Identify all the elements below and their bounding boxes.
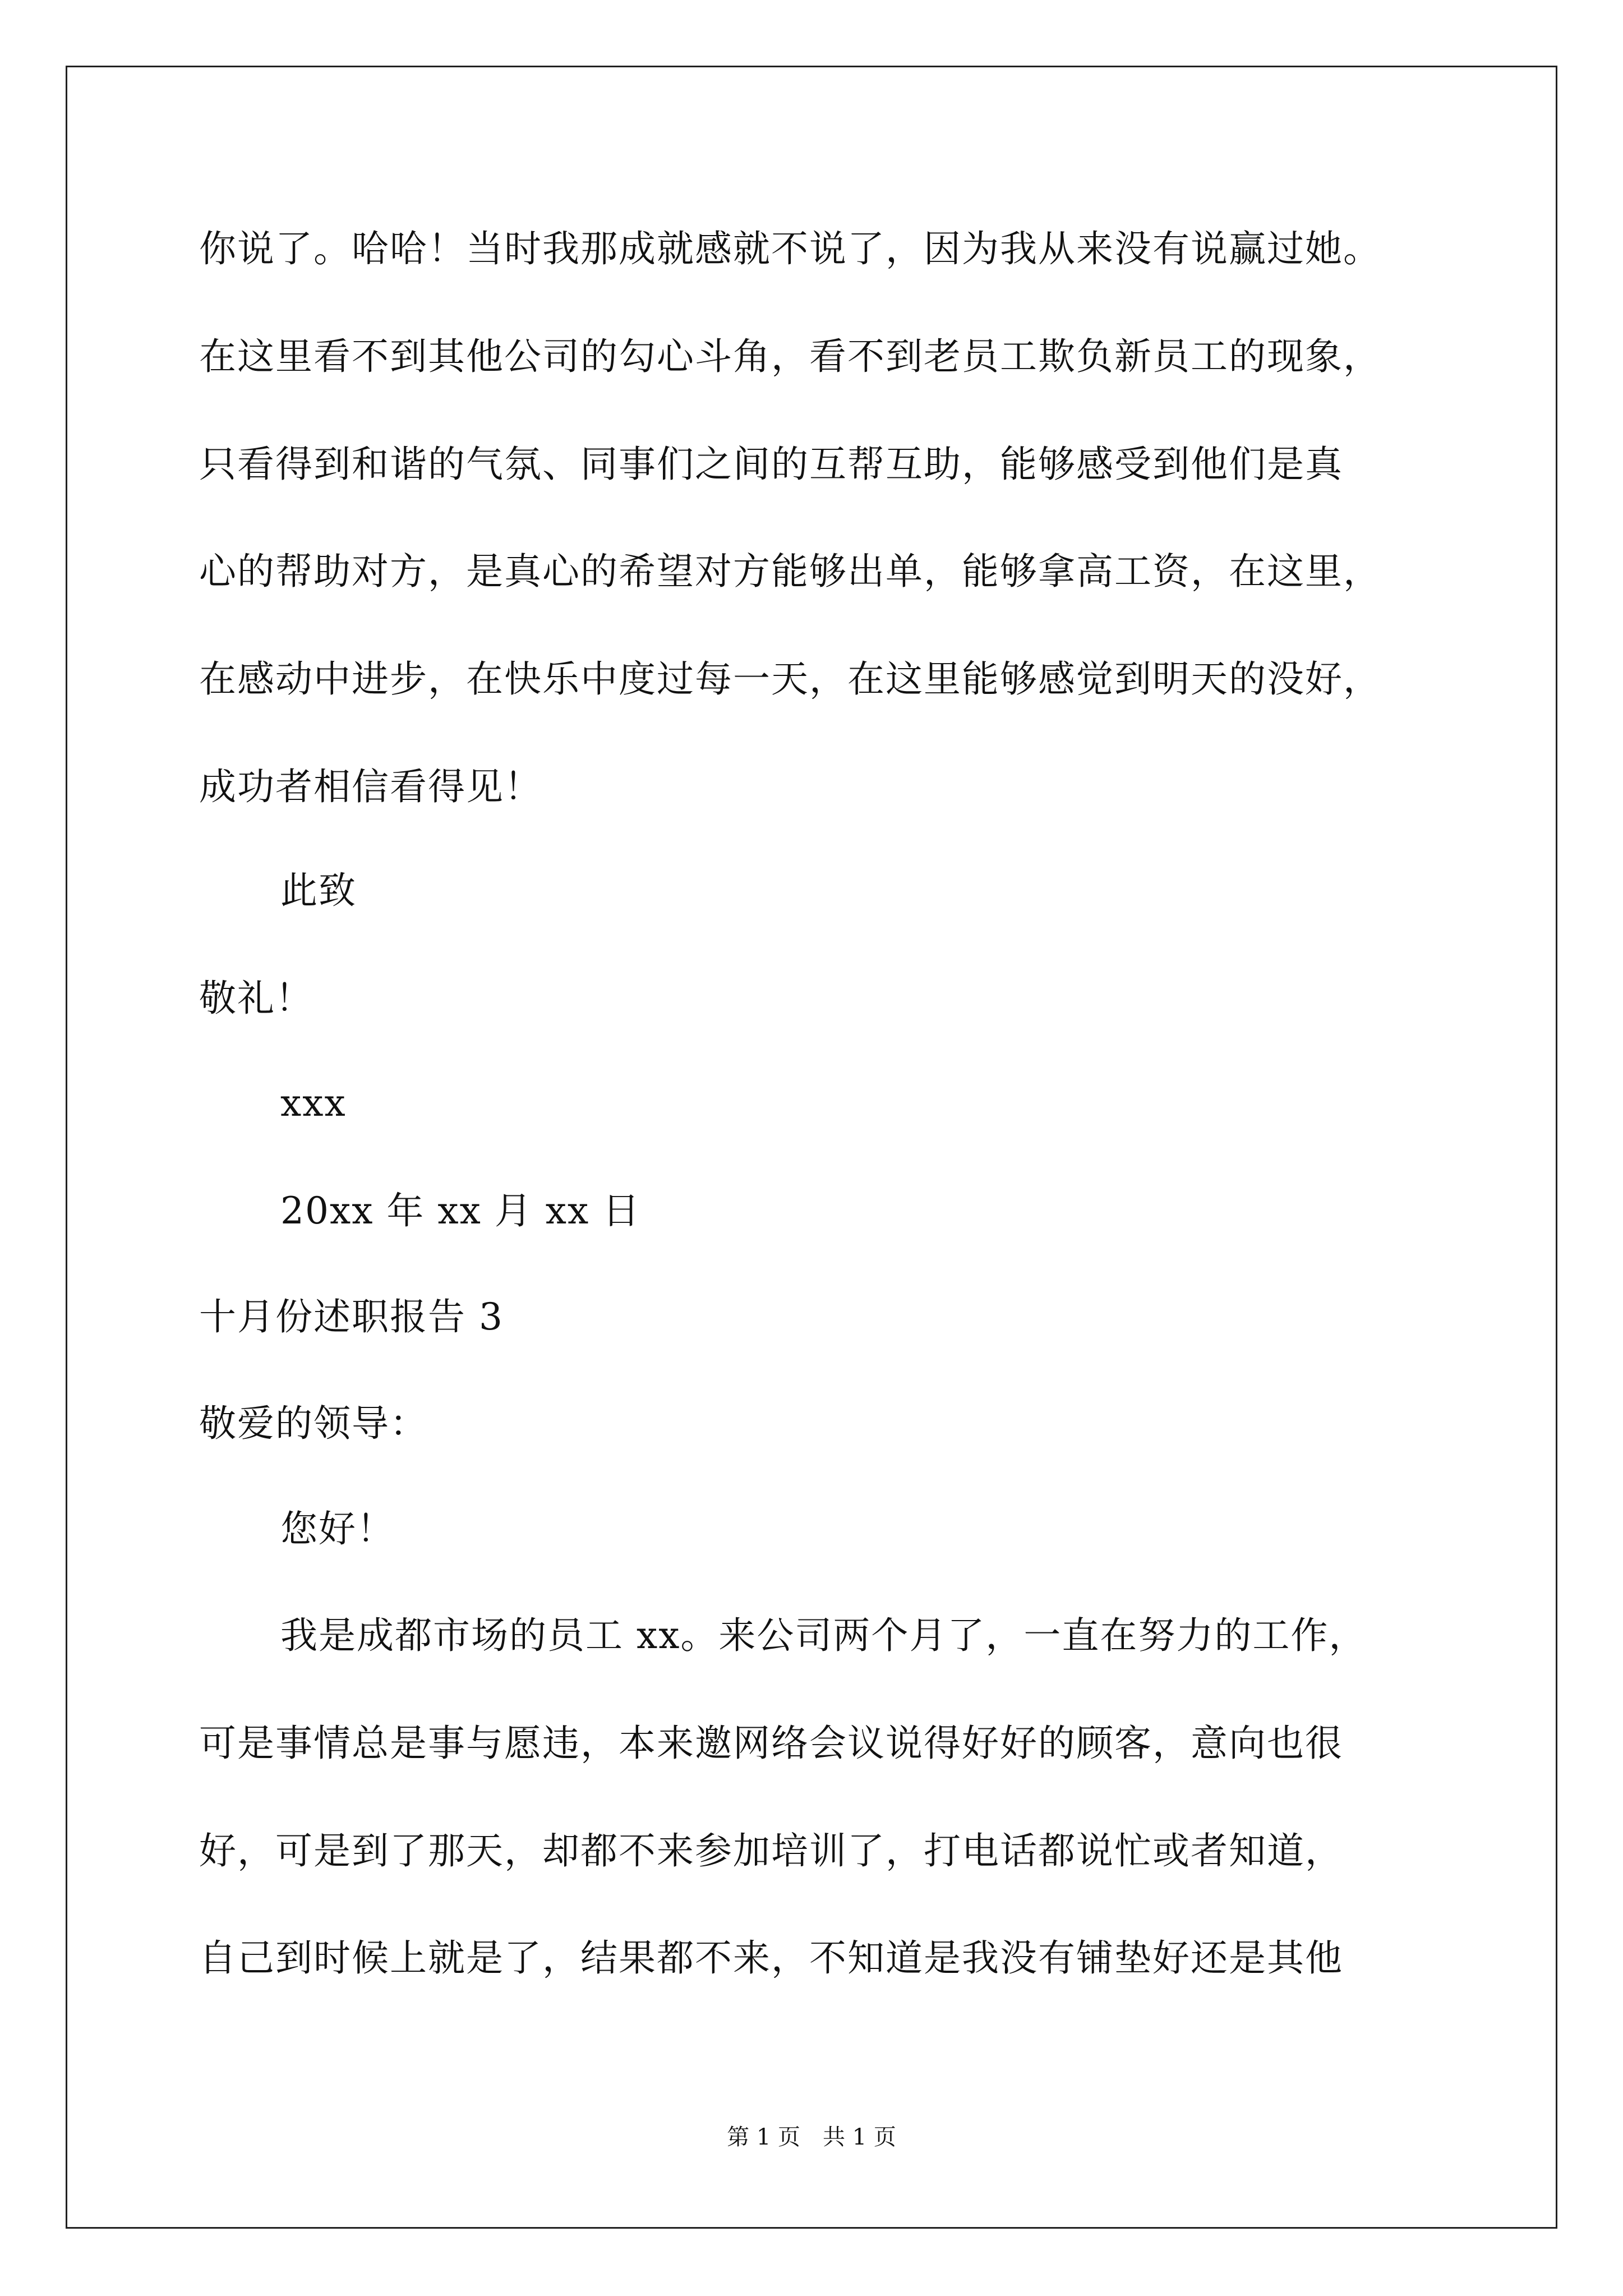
body-line-9: 好，可是到了那天，却都不来参加培训了，打电话都说忙或者知道， [199,1829,1343,1872]
signature-name: xxx [280,1082,347,1125]
body-line-4: 心的帮助对方，是真心的希望对方能够出单，能够拿高工资，在这里， [199,550,1381,593]
section-title: 十月份述职报告 3 [199,1295,504,1338]
body-line-6: 成功者相信看得见！ [199,765,542,808]
body-line-5: 在感动中进步，在快乐中度过每一天，在这里能够感觉到明天的没好， [199,657,1381,701]
page-footer: 第 1 页 共 1 页 [727,2124,896,2150]
page-border [66,66,1557,2229]
greeting-recipient: 敬爱的领导： [199,1402,428,1445]
signature-date: 20xx 年 xx 月 xx 日 [280,1189,641,1232]
body-line-1: 你说了。哈哈！当时我那成就感就不说了，因为我从来没有说赢过她。 [199,227,1381,270]
body-line-8: 可是事情总是事与愿违，本来邀网络会议说得好好的顾客，意向也很 [199,1722,1343,1765]
closing-regards: 敬礼！ [199,977,313,1020]
closing-salutation: 此致 [280,869,357,912]
body-line-10: 自己到时候上就是了，结果都不来，不知道是我没有铺垫好还是其他 [199,1936,1343,1980]
greeting: 您好！ [280,1507,395,1550]
body-line-2: 在这里看不到其他公司的勾心斗角，看不到老员工欺负新员工的现象， [199,335,1381,378]
body-line-7: 我是成都市场的员工 xx。来公司两个月了，一直在努力的工作， [280,1614,1367,1657]
body-line-3: 只看得到和谐的气氛、同事们之间的互帮互助，能够感受到他们是真 [199,443,1343,486]
